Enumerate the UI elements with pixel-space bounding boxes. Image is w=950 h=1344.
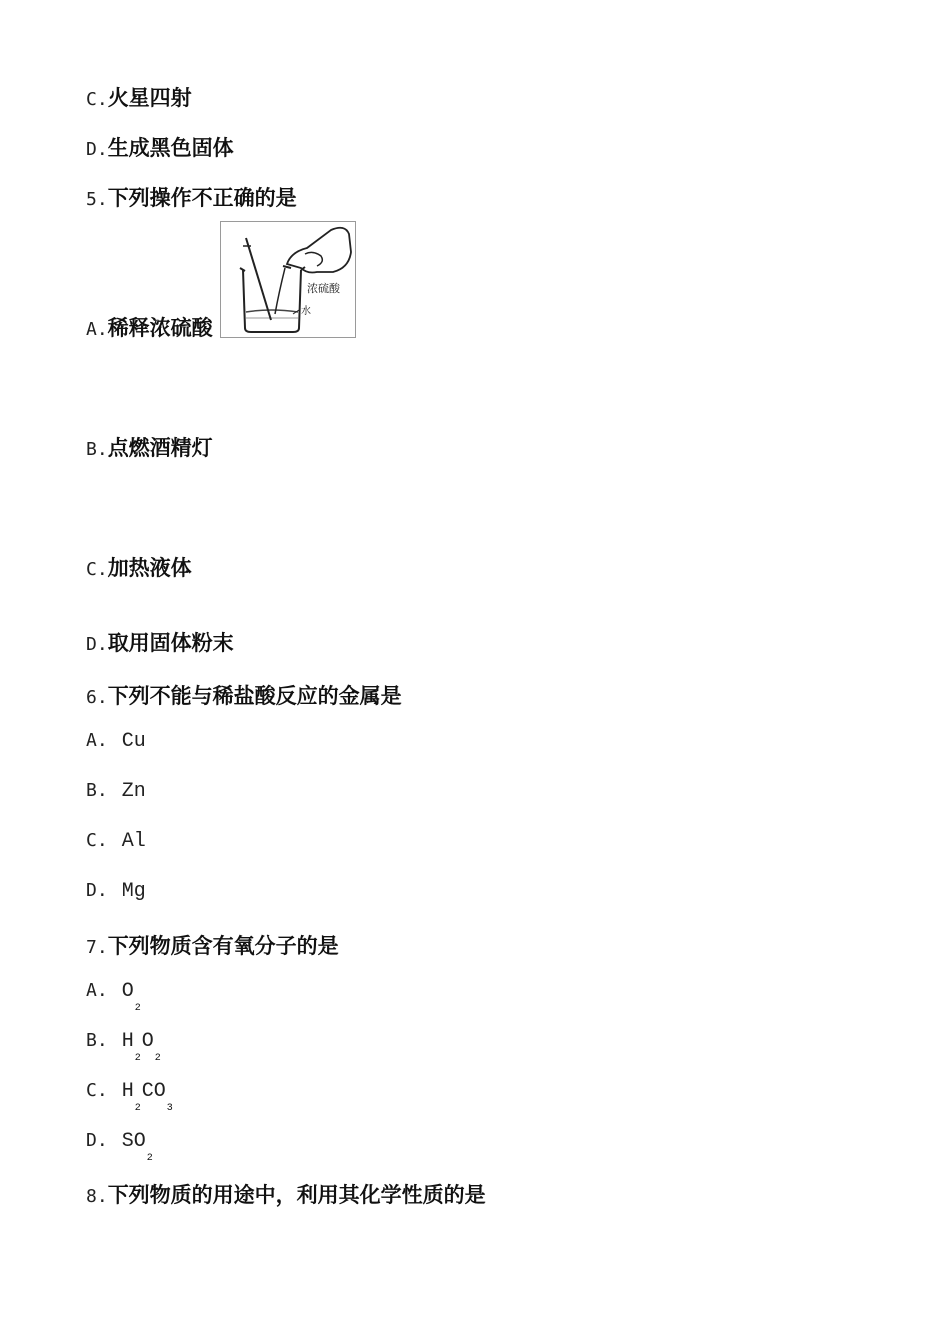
question-7 [86,930,339,960]
question-stem: 下列物质含有氧分子的是 [107,934,339,958]
question-number: 6. [86,687,108,708]
option-letter: A. [86,730,108,751]
formula-subscript: 2 [146,1153,153,1164]
option-text: 取用固体粉末 [107,631,234,655]
formula-main: CO [141,1080,166,1103]
question-8 [86,1179,486,1209]
option-5c [86,552,192,582]
formula-subscript: 2 [134,1103,141,1114]
question-number: 5. [86,189,108,210]
question-stem: 下列操作不正确的是 [107,186,297,210]
option-letter: D. [86,634,108,655]
formula-subscript: 3 [166,1103,173,1114]
formula-main: H [121,1080,134,1103]
formula-main: O [121,980,134,1003]
option-7c [86,1080,174,1114]
option-7d [86,1130,154,1164]
option-letter: D. [86,1130,108,1151]
formula-subscript: 2 [134,1003,141,1014]
formula-subscript: 2 [134,1053,141,1064]
option-6a [86,730,146,753]
question-number: 7. [86,937,108,958]
beaker-illustration [221,222,355,337]
option-5d [86,627,234,657]
question-6 [86,680,402,710]
question-5 [86,182,297,212]
option-6b [86,780,146,803]
label-acid: 浓硫酸 [307,282,340,295]
option-letter: D. [86,880,108,901]
dilute-acid-figure [220,221,356,338]
option-text: 稀释浓硫酸 [107,316,213,340]
option-letter: A. [86,319,108,340]
option-text: Al [121,830,146,853]
option-text: Cu [121,730,146,753]
option-letter: B. [86,1030,108,1051]
option-4d [86,132,234,162]
option-4c [86,82,192,112]
option-7a [86,980,142,1014]
option-7b [86,1030,162,1064]
option-6d [86,880,146,903]
option-letter: C. [86,89,108,110]
option-letter: B. [86,439,108,460]
option-text: 点燃酒精灯 [107,436,213,460]
option-letter: C. [86,1080,108,1101]
option-5b [86,432,213,462]
option-letter: B. [86,780,108,801]
question-stem: 下列物质的用途中，利用其化学性质的是 [107,1183,486,1207]
formula-main: H [121,1030,134,1053]
option-text: 火星四射 [107,86,192,110]
option-text: Mg [121,880,146,903]
option-letter: C. [86,559,108,580]
option-text: 生成黑色固体 [107,136,234,160]
formula-subscript: 2 [154,1053,161,1064]
question-number: 8. [86,1186,108,1207]
option-6c [86,830,146,853]
option-letter: D. [86,139,108,160]
option-5a [86,312,213,342]
formula-main: SO [121,1130,146,1153]
label-water: 水 [301,306,311,317]
option-letter: A. [86,980,108,1001]
formula-main: O [141,1030,154,1053]
question-stem: 下列不能与稀盐酸反应的金属是 [107,684,402,708]
option-text: Zn [121,780,146,803]
option-letter: C. [86,830,108,851]
option-text: 加热液体 [107,556,192,580]
